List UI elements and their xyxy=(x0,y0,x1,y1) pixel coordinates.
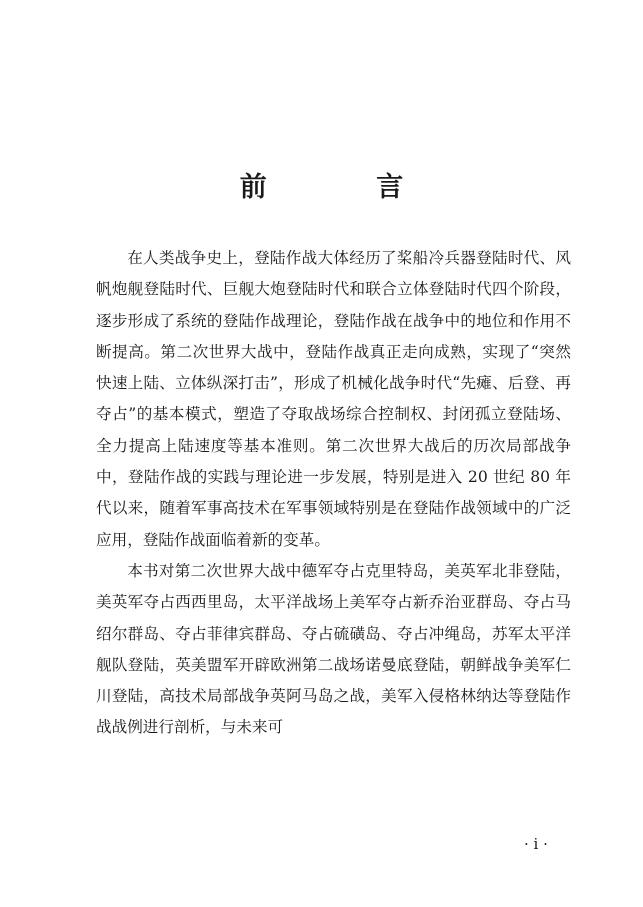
paragraph: 在人类战争史上，登陆作战大体经历了桨船冷兵器登陆时代、风帆炮舰登陆时代、巨舰大炮登陆时代和联合立体登陆时代四个阶段，逐步形成了系统的登陆作战理论，登陆作战在战争中的地位和作用不断提高。第二次世界大战中，登陆作战真正走向成熟，实现了“突然快速上陆、立体纵深打击”，形成了机械化战争时代“先瘫、后登、再夺占”的基本模式，塑造了夺取战场综合控制权、封闭孤立登陆场、全力提高上陆速度等基本准则。第二次世界大战后的历次局部战争中，登陆作战的实践与理论进一步发展，特别是进入 20 世纪 80 年代以来，随着军事高技术在军事领域特别是在登陆作战领域中的广泛应用，登陆作战面临着新的变革。 xyxy=(96,249,571,549)
page-number: · i · xyxy=(524,835,548,853)
body-text xyxy=(96,243,571,744)
paragraph: 本书对第二次世界大战中德军夺占克里特岛，美英军北非登陆，美英军夺占西西里岛，太平洋战场上美军夺占新乔治亚群岛、夺占马绍尔群岛、夺占菲律宾群岛、夺占硫磺岛、夺占冲绳岛，苏军太平洋舰队登陆，英美盟军开辟欧洲第二战场诺曼底登陆，朝鲜战争美军仁川登陆，高技术局部战争英阿马岛之战，美军入侵格林纳达等登陆作战战例进行剖析，与未来可 xyxy=(96,561,571,737)
page-title: 前 言 xyxy=(239,172,454,203)
